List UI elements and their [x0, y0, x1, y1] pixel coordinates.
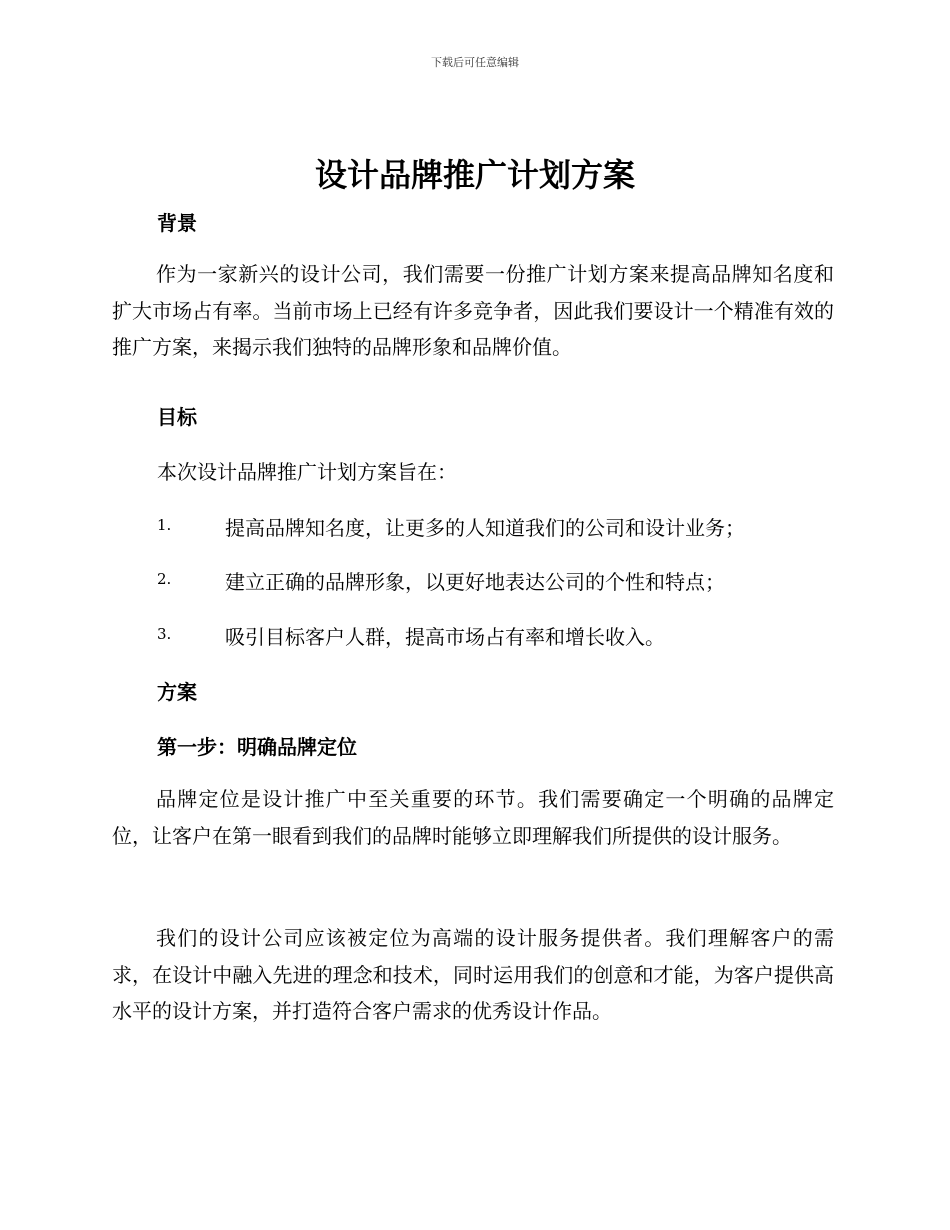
step1-heading: 第一步：明确品牌定位	[157, 735, 357, 759]
goal-list-item	[157, 512, 857, 542]
goal-list-item	[157, 566, 857, 596]
section-heading-plan: 方案	[157, 680, 197, 704]
goals-intro: 本次设计品牌推广计划方案旨在：	[157, 460, 457, 484]
list-text: 建立正确的品牌形象，以更好地表达公司的个性和特点；	[225, 570, 725, 594]
list-number: 3.	[157, 625, 172, 643]
goal-list-item	[157, 621, 857, 651]
section-heading-goals: 目标	[157, 405, 197, 429]
section-heading-background: 背景	[157, 211, 197, 235]
list-text: 提高品牌知名度，让更多的人知道我们的公司和设计业务；	[225, 516, 745, 540]
document-title: 设计品牌推广计划方案	[314, 156, 635, 194]
list-number: 2.	[157, 570, 172, 588]
list-number: 1.	[157, 516, 172, 534]
list-text: 吸引目标客户人群，提高市场占有率和增长收入。	[225, 625, 665, 649]
background-paragraph: 作为一家新兴的设计公司，我们需要一份推广计划方案来提高品牌知名度和扩大市场占有率。当前市场上已经有许多竞争者，因此我们要设计一个精准有效的推广方案，来揭示我们独特的品牌形象和品牌价值。	[112, 262, 834, 359]
plan-paragraph-1: 品牌定位是设计推广中至关重要的环节。我们需要确定一个明确的品牌定位，让客户在第一眼看到我们的品牌时能够立即理解我们所提供的设计服务。	[112, 787, 834, 848]
plan-paragraph-2: 我们的设计公司应该被定位为高端的设计服务提供者。我们理解客户的需求，在设计中融入先进的理念和技术，同时运用我们的创意和才能，为客户提供高水平的设计方案，并打造符合客户需求的优秀设计作品。	[112, 926, 834, 1023]
page-header-note: 下载后可任意编辑	[431, 56, 519, 69]
